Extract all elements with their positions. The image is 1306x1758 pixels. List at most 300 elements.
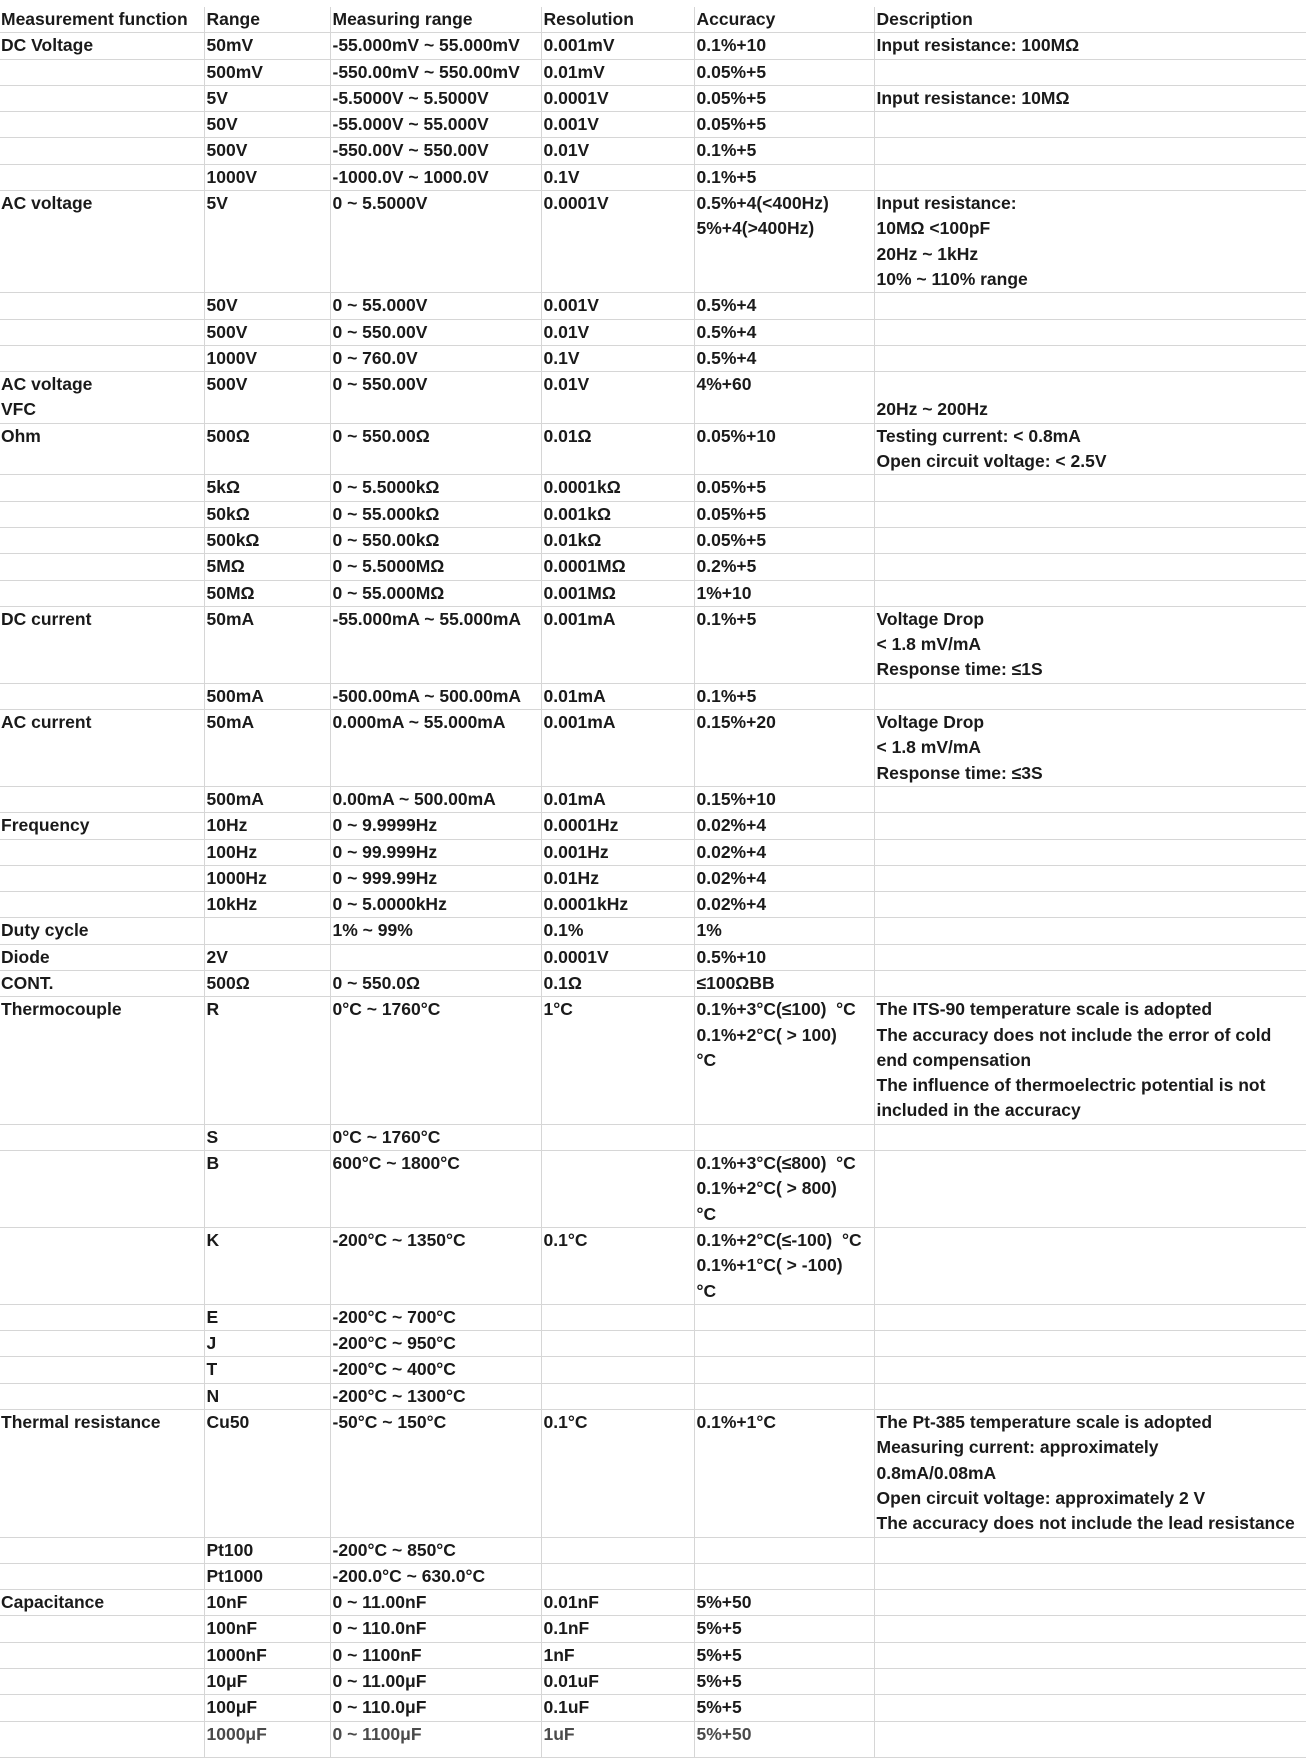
description-cell bbox=[874, 1304, 1306, 1330]
measuring-range-cell: 0 ~ 5.5000kΩ bbox=[330, 475, 541, 501]
table-row bbox=[0, 501, 1306, 527]
resolution-cell: 0.1% bbox=[541, 918, 694, 944]
description-cell: Testing current: < 0.8mA Open circuit voltage: < 2.5V bbox=[874, 423, 1306, 475]
function-cell bbox=[0, 1669, 204, 1695]
accuracy-cell: 0.1%+1°C bbox=[694, 1410, 874, 1537]
table-row bbox=[0, 33, 1306, 59]
range-cell: 2V bbox=[204, 944, 330, 970]
measuring-range-cell: -55.000V ~ 55.000V bbox=[330, 112, 541, 138]
measuring-range-cell: 0 ~ 550.00V bbox=[330, 372, 541, 424]
resolution-cell bbox=[541, 1537, 694, 1563]
description-cell bbox=[874, 1590, 1306, 1616]
accuracy-cell: 0.05%+5 bbox=[694, 475, 874, 501]
description-cell bbox=[874, 319, 1306, 345]
table-row bbox=[0, 970, 1306, 996]
accuracy-cell: 0.1%+2°C(≤-100) °C 0.1%+1°C( > -100) °C bbox=[694, 1227, 874, 1304]
function-cell bbox=[0, 112, 204, 138]
function-cell bbox=[0, 138, 204, 164]
description-cell: Voltage Drop < 1.8 mV/mA Response time: ≤3S bbox=[874, 710, 1306, 787]
resolution-cell: 0.01Ω bbox=[541, 423, 694, 475]
table-row bbox=[0, 1357, 1306, 1383]
measuring-range-cell: -50°C ~ 150°C bbox=[330, 1410, 541, 1537]
resolution-cell: 0.001MΩ bbox=[541, 580, 694, 606]
resolution-cell: 0.01V bbox=[541, 319, 694, 345]
function-cell: DC current bbox=[0, 606, 204, 683]
measuring-range-cell: -200°C ~ 1350°C bbox=[330, 1227, 541, 1304]
description-cell bbox=[874, 944, 1306, 970]
range-cell: 1000Hz bbox=[204, 865, 330, 891]
function-cell: Thermocouple bbox=[0, 997, 204, 1124]
accuracy-cell: 0.1%+5 bbox=[694, 164, 874, 190]
range-cell: 500kΩ bbox=[204, 527, 330, 553]
function-cell bbox=[0, 1124, 204, 1150]
table-row bbox=[0, 1410, 1306, 1537]
range-cell: K bbox=[204, 1227, 330, 1304]
table-row bbox=[0, 580, 1306, 606]
range-cell: 500mA bbox=[204, 683, 330, 709]
measuring-range-cell: 0 ~ 99.999Hz bbox=[330, 839, 541, 865]
resolution-cell: 0.01kΩ bbox=[541, 527, 694, 553]
function-cell bbox=[0, 1227, 204, 1304]
measuring-range-cell: 0 ~ 9.9999Hz bbox=[330, 813, 541, 839]
measuring-range-cell: -55.000mA ~ 55.000mA bbox=[330, 606, 541, 683]
range-cell: 50mV bbox=[204, 33, 330, 59]
accuracy-cell: 5%+5 bbox=[694, 1642, 874, 1668]
function-cell bbox=[0, 1331, 204, 1357]
accuracy-cell: 0.1%+5 bbox=[694, 606, 874, 683]
description-cell bbox=[874, 1616, 1306, 1642]
accuracy-cell: 0.1%+5 bbox=[694, 138, 874, 164]
table-row bbox=[0, 1227, 1306, 1304]
table-row bbox=[0, 1669, 1306, 1695]
range-cell: B bbox=[204, 1151, 330, 1228]
description-cell bbox=[874, 839, 1306, 865]
table-row bbox=[0, 1331, 1306, 1357]
measuring-range-cell: 0 ~ 5.5000V bbox=[330, 191, 541, 293]
resolution-cell: 0.1°C bbox=[541, 1410, 694, 1537]
function-cell: AC voltage bbox=[0, 191, 204, 293]
description-cell bbox=[874, 1669, 1306, 1695]
table-row bbox=[0, 138, 1306, 164]
function-cell bbox=[0, 1616, 204, 1642]
resolution-cell: 0.0001kΩ bbox=[541, 475, 694, 501]
function-cell bbox=[0, 1642, 204, 1668]
description-cell bbox=[874, 501, 1306, 527]
table-row bbox=[0, 475, 1306, 501]
description-cell bbox=[874, 1151, 1306, 1228]
accuracy-cell: 0.5%+4 bbox=[694, 319, 874, 345]
range-cell: S bbox=[204, 1124, 330, 1150]
accuracy-cell bbox=[694, 1357, 874, 1383]
measuring-range-cell: 0 ~ 110.0μF bbox=[330, 1695, 541, 1721]
description-cell bbox=[874, 1721, 1306, 1757]
range-cell: 50mA bbox=[204, 606, 330, 683]
table-row bbox=[0, 112, 1306, 138]
table-row bbox=[0, 865, 1306, 891]
measuring-range-cell: -550.00mV ~ 550.00mV bbox=[330, 59, 541, 85]
resolution-cell: 0.1V bbox=[541, 164, 694, 190]
accuracy-cell: 0.1%+3°C(≤800) °C 0.1%+2°C( > 800) °C bbox=[694, 1151, 874, 1228]
table-row bbox=[0, 997, 1306, 1124]
range-cell: R bbox=[204, 997, 330, 1124]
header-row bbox=[0, 7, 1306, 33]
resolution-cell: 0.1°C bbox=[541, 1227, 694, 1304]
accuracy-cell: 0.02%+4 bbox=[694, 813, 874, 839]
description-cell bbox=[874, 786, 1306, 812]
resolution-cell bbox=[541, 1357, 694, 1383]
accuracy-cell: 0.1%+5 bbox=[694, 683, 874, 709]
function-cell bbox=[0, 319, 204, 345]
measuring-range-cell: 0 ~ 550.00kΩ bbox=[330, 527, 541, 553]
function-cell bbox=[0, 1721, 204, 1757]
table-row bbox=[0, 1590, 1306, 1616]
resolution-cell bbox=[541, 1151, 694, 1228]
measuring-range-cell: 0°C ~ 1760°C bbox=[330, 997, 541, 1124]
description-cell bbox=[874, 138, 1306, 164]
function-cell: Duty cycle bbox=[0, 918, 204, 944]
measuring-range-cell: 600°C ~ 1800°C bbox=[330, 1151, 541, 1228]
function-cell: Thermal resistance bbox=[0, 1410, 204, 1537]
description-cell: 20Hz ~ 200Hz bbox=[874, 372, 1306, 424]
resolution-cell: 0.001mA bbox=[541, 606, 694, 683]
range-cell: 500V bbox=[204, 319, 330, 345]
accuracy-cell: 0.02%+4 bbox=[694, 892, 874, 918]
accuracy-cell: 1%+10 bbox=[694, 580, 874, 606]
function-cell bbox=[0, 865, 204, 891]
function-cell bbox=[0, 527, 204, 553]
accuracy-cell: 0.05%+5 bbox=[694, 501, 874, 527]
function-cell bbox=[0, 1563, 204, 1589]
accuracy-cell: 5%+5 bbox=[694, 1616, 874, 1642]
accuracy-cell: 0.05%+10 bbox=[694, 423, 874, 475]
description-cell bbox=[874, 1695, 1306, 1721]
resolution-cell: 0.1V bbox=[541, 345, 694, 371]
range-cell bbox=[204, 918, 330, 944]
spec-table bbox=[0, 7, 1306, 1758]
range-cell: N bbox=[204, 1383, 330, 1409]
description-cell bbox=[874, 865, 1306, 891]
description-cell: Input resistance: 10MΩ <100pF 20Hz ~ 1kHz 10% ~ 110% range bbox=[874, 191, 1306, 293]
resolution-cell: 0.001kΩ bbox=[541, 501, 694, 527]
accuracy-cell: 0.15%+20 bbox=[694, 710, 874, 787]
measuring-range-cell: -200°C ~ 950°C bbox=[330, 1331, 541, 1357]
accuracy-cell: 4%+60 bbox=[694, 372, 874, 424]
function-cell: Diode bbox=[0, 944, 204, 970]
measuring-range-cell: 0 ~ 1100nF bbox=[330, 1642, 541, 1668]
table-row bbox=[0, 554, 1306, 580]
description-cell bbox=[874, 1357, 1306, 1383]
function-cell bbox=[0, 475, 204, 501]
description-cell bbox=[874, 527, 1306, 553]
measuring-range-cell: -550.00V ~ 550.00V bbox=[330, 138, 541, 164]
header-cell: Accuracy bbox=[694, 7, 874, 33]
table-row bbox=[0, 1642, 1306, 1668]
range-cell: 100Hz bbox=[204, 839, 330, 865]
measuring-range-cell: 0 ~ 110.0nF bbox=[330, 1616, 541, 1642]
range-cell: Pt100 bbox=[204, 1537, 330, 1563]
function-cell bbox=[0, 580, 204, 606]
accuracy-cell: 0.5%+4 bbox=[694, 293, 874, 319]
resolution-cell: 0.0001MΩ bbox=[541, 554, 694, 580]
range-cell: 5kΩ bbox=[204, 475, 330, 501]
table-row bbox=[0, 1124, 1306, 1150]
header-cell: Measurement function bbox=[0, 7, 204, 33]
measuring-range-cell bbox=[330, 944, 541, 970]
table-row bbox=[0, 293, 1306, 319]
resolution-cell: 0.001Hz bbox=[541, 839, 694, 865]
description-cell: The ITS-90 temperature scale is adopted The accuracy does not include the error of cold end compensation The influence of thermoelectric potential is not included in the accuracy bbox=[874, 997, 1306, 1124]
function-cell bbox=[0, 1695, 204, 1721]
table-row bbox=[0, 527, 1306, 553]
function-cell bbox=[0, 501, 204, 527]
table-row bbox=[0, 423, 1306, 475]
measuring-range-cell: 1% ~ 99% bbox=[330, 918, 541, 944]
description-cell bbox=[874, 1227, 1306, 1304]
accuracy-cell: 0.05%+5 bbox=[694, 527, 874, 553]
description-cell: Voltage Drop < 1.8 mV/mA Response time: ≤1S bbox=[874, 606, 1306, 683]
function-cell: AC voltage VFC bbox=[0, 372, 204, 424]
accuracy-cell: 0.5%+4(<400Hz) 5%+4(>400Hz) bbox=[694, 191, 874, 293]
resolution-cell: 0.0001Hz bbox=[541, 813, 694, 839]
accuracy-cell: 0.05%+5 bbox=[694, 112, 874, 138]
description-cell bbox=[874, 813, 1306, 839]
resolution-cell: 0.1nF bbox=[541, 1616, 694, 1642]
measuring-range-cell: 0 ~ 999.99Hz bbox=[330, 865, 541, 891]
resolution-cell: 0.01mV bbox=[541, 59, 694, 85]
measuring-range-cell: 0 ~ 5.0000kHz bbox=[330, 892, 541, 918]
range-cell: 500V bbox=[204, 372, 330, 424]
description-cell bbox=[874, 554, 1306, 580]
resolution-cell bbox=[541, 1331, 694, 1357]
resolution-cell: 0.0001V bbox=[541, 191, 694, 293]
table-row bbox=[0, 1563, 1306, 1589]
range-cell: E bbox=[204, 1304, 330, 1330]
accuracy-cell: 0.05%+5 bbox=[694, 85, 874, 111]
resolution-cell: 0.01uF bbox=[541, 1669, 694, 1695]
range-cell: Pt1000 bbox=[204, 1563, 330, 1589]
resolution-cell: 0.001mV bbox=[541, 33, 694, 59]
function-cell bbox=[0, 839, 204, 865]
accuracy-cell: 5%+50 bbox=[694, 1590, 874, 1616]
resolution-cell: 0.01V bbox=[541, 138, 694, 164]
accuracy-cell: 0.05%+5 bbox=[694, 59, 874, 85]
description-cell bbox=[874, 59, 1306, 85]
measuring-range-cell: -55.000mV ~ 55.000mV bbox=[330, 33, 541, 59]
table-row bbox=[0, 606, 1306, 683]
table-row bbox=[0, 944, 1306, 970]
accuracy-cell: 0.5%+4 bbox=[694, 345, 874, 371]
table-row bbox=[0, 786, 1306, 812]
description-cell bbox=[874, 112, 1306, 138]
table-row bbox=[0, 164, 1306, 190]
resolution-cell: 0.01mA bbox=[541, 786, 694, 812]
range-cell: 100μF bbox=[204, 1695, 330, 1721]
description-cell bbox=[874, 580, 1306, 606]
function-cell: AC current bbox=[0, 710, 204, 787]
table-row bbox=[0, 1616, 1306, 1642]
table-row bbox=[0, 1537, 1306, 1563]
function-cell: CONT. bbox=[0, 970, 204, 996]
accuracy-cell: 5%+50 bbox=[694, 1721, 874, 1757]
table-row bbox=[0, 1383, 1306, 1409]
description-cell bbox=[874, 1563, 1306, 1589]
resolution-cell bbox=[541, 1383, 694, 1409]
function-cell bbox=[0, 683, 204, 709]
range-cell: 500mV bbox=[204, 59, 330, 85]
function-cell bbox=[0, 1537, 204, 1563]
accuracy-cell bbox=[694, 1537, 874, 1563]
resolution-cell: 0.001V bbox=[541, 293, 694, 319]
resolution-cell bbox=[541, 1304, 694, 1330]
accuracy-cell: 0.1%+3°C(≤100) °C 0.1%+2°C( > 100) °C bbox=[694, 997, 874, 1124]
range-cell: 50MΩ bbox=[204, 580, 330, 606]
table-row bbox=[0, 59, 1306, 85]
range-cell: 1000V bbox=[204, 345, 330, 371]
measuring-range-cell: 0 ~ 550.0Ω bbox=[330, 970, 541, 996]
function-cell bbox=[0, 892, 204, 918]
measuring-range-cell: -500.00mA ~ 500.00mA bbox=[330, 683, 541, 709]
function-cell: Frequency bbox=[0, 813, 204, 839]
header-cell: Measuring range bbox=[330, 7, 541, 33]
range-cell: 100nF bbox=[204, 1616, 330, 1642]
range-cell: 50mA bbox=[204, 710, 330, 787]
table-body bbox=[0, 33, 1306, 1758]
resolution-cell: 0.01V bbox=[541, 372, 694, 424]
table-row bbox=[0, 1151, 1306, 1228]
table-row bbox=[0, 892, 1306, 918]
table-row bbox=[0, 710, 1306, 787]
description-cell bbox=[874, 1124, 1306, 1150]
range-cell: 1000V bbox=[204, 164, 330, 190]
accuracy-cell: 0.5%+10 bbox=[694, 944, 874, 970]
accuracy-cell: 0.2%+5 bbox=[694, 554, 874, 580]
function-cell bbox=[0, 345, 204, 371]
measuring-range-cell: 0 ~ 11.00μF bbox=[330, 1669, 541, 1695]
function-cell: Capacitance bbox=[0, 1590, 204, 1616]
table-row bbox=[0, 918, 1306, 944]
range-cell: 50kΩ bbox=[204, 501, 330, 527]
description-cell bbox=[874, 475, 1306, 501]
accuracy-cell: 0.02%+4 bbox=[694, 839, 874, 865]
accuracy-cell: 5%+5 bbox=[694, 1695, 874, 1721]
measuring-range-cell: -200°C ~ 700°C bbox=[330, 1304, 541, 1330]
measuring-range-cell: 0°C ~ 1760°C bbox=[330, 1124, 541, 1150]
table-row bbox=[0, 813, 1306, 839]
table-row bbox=[0, 1304, 1306, 1330]
range-cell: 500mA bbox=[204, 786, 330, 812]
resolution-cell: 0.01mA bbox=[541, 683, 694, 709]
function-cell bbox=[0, 1151, 204, 1228]
function-cell bbox=[0, 293, 204, 319]
resolution-cell: 0.0001V bbox=[541, 85, 694, 111]
header-cell: Range bbox=[204, 7, 330, 33]
range-cell: 500V bbox=[204, 138, 330, 164]
resolution-cell: 0.01nF bbox=[541, 1590, 694, 1616]
measuring-range-cell: 0 ~ 55.000kΩ bbox=[330, 501, 541, 527]
range-cell: 5V bbox=[204, 191, 330, 293]
resolution-cell: 0.1Ω bbox=[541, 970, 694, 996]
measuring-range-cell: 0 ~ 1100μF bbox=[330, 1721, 541, 1757]
measuring-range-cell: 0 ~ 760.0V bbox=[330, 345, 541, 371]
range-cell: T bbox=[204, 1357, 330, 1383]
measuring-range-cell: 0 ~ 550.00Ω bbox=[330, 423, 541, 475]
table-row bbox=[0, 345, 1306, 371]
measuring-range-cell: -200°C ~ 400°C bbox=[330, 1357, 541, 1383]
function-cell bbox=[0, 1304, 204, 1330]
resolution-cell: 0.001mA bbox=[541, 710, 694, 787]
measuring-range-cell: -5.5000V ~ 5.5000V bbox=[330, 85, 541, 111]
resolution-cell bbox=[541, 1124, 694, 1150]
accuracy-cell bbox=[694, 1331, 874, 1357]
measuring-range-cell: 0 ~ 11.00nF bbox=[330, 1590, 541, 1616]
measuring-range-cell: -200°C ~ 1300°C bbox=[330, 1383, 541, 1409]
accuracy-cell bbox=[694, 1383, 874, 1409]
accuracy-cell: 1% bbox=[694, 918, 874, 944]
function-cell: DC Voltage bbox=[0, 33, 204, 59]
range-cell: 10μF bbox=[204, 1669, 330, 1695]
accuracy-cell bbox=[694, 1124, 874, 1150]
function-cell bbox=[0, 1357, 204, 1383]
measuring-range-cell: 0.00mA ~ 500.00mA bbox=[330, 786, 541, 812]
description-cell: The Pt-385 temperature scale is adopted Measuring current: approximately 0.8mA/0.08mA Open circuit voltage: approximately 2 V The accuracy does not include the lead resistance bbox=[874, 1410, 1306, 1537]
accuracy-cell bbox=[694, 1563, 874, 1589]
range-cell: J bbox=[204, 1331, 330, 1357]
function-cell: Ohm bbox=[0, 423, 204, 475]
accuracy-cell: ≤100ΩBB bbox=[694, 970, 874, 996]
description-cell bbox=[874, 345, 1306, 371]
function-cell bbox=[0, 1383, 204, 1409]
measuring-range-cell: 0.000mA ~ 55.000mA bbox=[330, 710, 541, 787]
table-row bbox=[0, 191, 1306, 293]
description-cell bbox=[874, 918, 1306, 944]
function-cell bbox=[0, 59, 204, 85]
function-cell bbox=[0, 85, 204, 111]
description-cell: Input resistance: 100MΩ bbox=[874, 33, 1306, 59]
description-cell bbox=[874, 1537, 1306, 1563]
description-cell bbox=[874, 1383, 1306, 1409]
table-row bbox=[0, 319, 1306, 345]
range-cell: 10Hz bbox=[204, 813, 330, 839]
accuracy-cell: 0.02%+4 bbox=[694, 865, 874, 891]
table-row bbox=[0, 1721, 1306, 1757]
description-cell bbox=[874, 293, 1306, 319]
description-cell: Input resistance: 10MΩ bbox=[874, 85, 1306, 111]
measuring-range-cell: -200.0°C ~ 630.0°C bbox=[330, 1563, 541, 1589]
table-row bbox=[0, 839, 1306, 865]
range-cell: 50V bbox=[204, 112, 330, 138]
resolution-cell: 0.001V bbox=[541, 112, 694, 138]
accuracy-cell: 0.15%+10 bbox=[694, 786, 874, 812]
function-cell bbox=[0, 164, 204, 190]
description-cell bbox=[874, 683, 1306, 709]
description-cell bbox=[874, 970, 1306, 996]
accuracy-cell: 0.1%+10 bbox=[694, 33, 874, 59]
range-cell: 10nF bbox=[204, 1590, 330, 1616]
measuring-range-cell: -200°C ~ 850°C bbox=[330, 1537, 541, 1563]
accuracy-cell bbox=[694, 1304, 874, 1330]
description-cell bbox=[874, 1642, 1306, 1668]
measuring-range-cell: 0 ~ 550.00V bbox=[330, 319, 541, 345]
resolution-cell: 0.0001V bbox=[541, 944, 694, 970]
resolution-cell bbox=[541, 1563, 694, 1589]
range-cell: 1000nF bbox=[204, 1642, 330, 1668]
measuring-range-cell: 0 ~ 55.000V bbox=[330, 293, 541, 319]
function-cell bbox=[0, 554, 204, 580]
description-cell bbox=[874, 1331, 1306, 1357]
resolution-cell: 0.0001kHz bbox=[541, 892, 694, 918]
header-cell: Resolution bbox=[541, 7, 694, 33]
range-cell: Cu50 bbox=[204, 1410, 330, 1537]
